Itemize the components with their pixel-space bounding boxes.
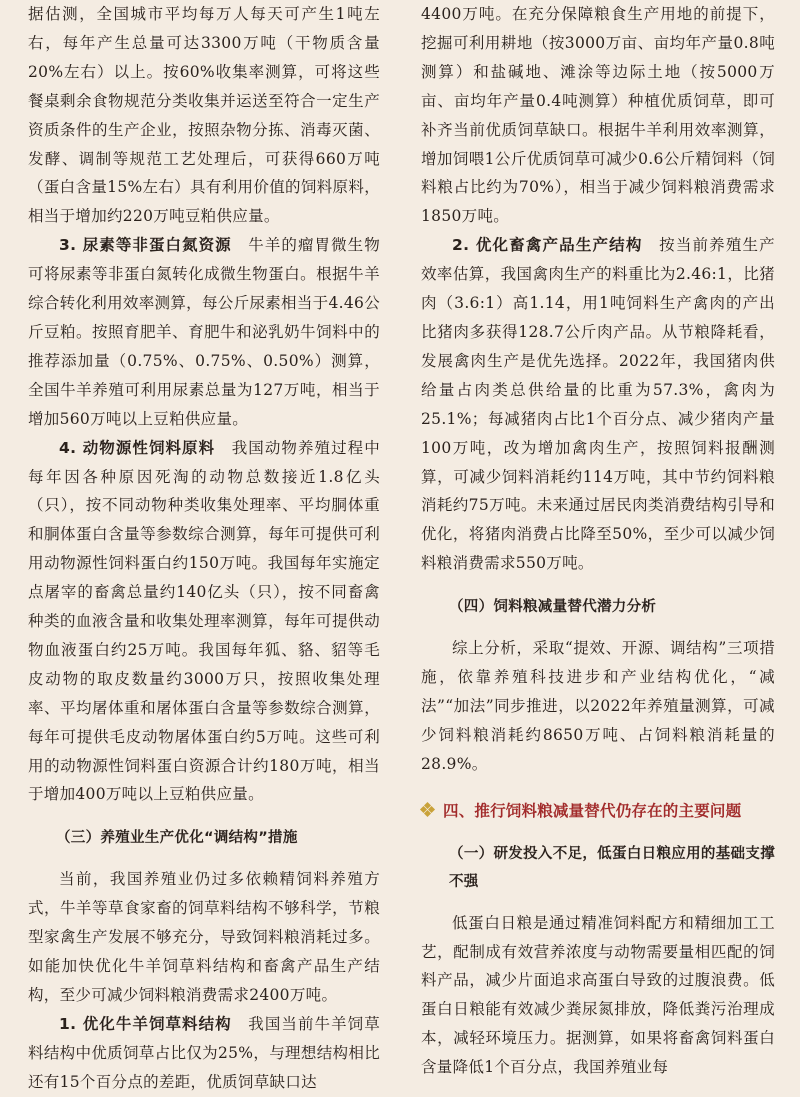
paragraph-low-protein-diet: 低蛋白日粮是通过精准饲料配方和精细加工工艺，配制成有效营养浓度与动物需要量相匹配的饲料产品，减少片面追求高蛋白导致的过腹浪费。低蛋白日粮能有效减少粪尿氮排放，降低粪污治理成本，减轻环境压力。据测算，如果将畜禽饲料蛋白含量降低1个百分点，我国养殖业每 xyxy=(421,913,775,1077)
body-animal-source: 我国动物养殖过程中每年因各种原因死淘的动物总数接近1.8亿头（只），按不同动物种类收集处理率、平均胴体重和胴体蛋白含量等参数综合测算，每年可提供可利用动物源性饲料蛋白约150万吨。我国每年实施定点屠宰的畜禽总量约140亿头（只），按不同畜禽种类的血液含量和收集处理率测算，每年可提供动物血液蛋白约25万吨。我国每年狐、貉、貂等毛皮动物的取皮数量约3000万只，按照收集处理率、平均屠体重和屠体蛋白含量等参数综合测算，每年可提供毛皮动物屠体蛋白约5万吨。这些可利用的动物源性饲料蛋白资源合计约180万吨，相当于增加400万吨以上豆粕供应量。 xyxy=(28,438,380,804)
diamond-bullet-icon xyxy=(421,803,435,817)
paragraph-animal-source xyxy=(28,434,380,810)
lead-forage-structure: 1. 优化牛羊饲草料结构 xyxy=(59,1014,232,1033)
body-urea: 牛羊的瘤胃微生物可将尿素等非蛋白氮转化成微生物蛋白。根据牛羊综合转化利用效率测算，每公斤尿素相当于4.46公斤豆粕。按照育肥羊、育肥牛和泌乳奶牛饲料中的推荐添加量（0.75%、0.75%、0.50%）测算，全国牛羊养殖可利用尿素总量为127万吨，相当于增加560万吨以上豆粕供应量。 xyxy=(28,236,380,428)
lead-livestock-structure: 2. 优化畜禽产品生产结构 xyxy=(452,236,643,255)
lead-urea: 3. 尿素等非蛋白氮资源 xyxy=(59,236,232,255)
paragraph-forage-structure xyxy=(28,1010,380,1097)
section-heading-problems xyxy=(421,797,775,825)
body-livestock-structure: 按当前养殖生产效率估算，我国禽肉生产的料重比为2.46:1，比猪肉（3.6:1）高1.14，用1吨饲料生产禽肉的产出比猪肉多获得128.7公斤肉产品。从节粮降耗看，发展禽肉生产是优先选择。2022年，我国猪肉供给量占肉类总供给量的比重为57.3%，禽肉为25.1%；每减猪肉占比1个百分点、减少猪肉产量100万吨，改为增加禽肉生产，按照饲料报酬测算，可减少饲料消耗约114万吨，其中节约饲料粮消耗约75万吨。未来通过居民肉类消费结构引导和优化，将猪肉消费占比降至50%，至少可以减少饲料粮消费需求550万吨。 xyxy=(421,236,775,573)
left-column xyxy=(28,0,380,1097)
paragraph-urea xyxy=(28,231,380,433)
subheading-structure-adjust: （三）养殖业生产优化“调结构”措施 xyxy=(56,830,298,847)
section-heading-text: 四、推行饲料粮减量替代仍存在的主要问题 xyxy=(443,801,742,820)
paragraph-kitchen-waste: 据估测，全国城市平均每万人每天可产生1吨左右，每年产生总量可达3300万吨（干物质含量20%左右）以上。按60%收集率测算，可将这些餐桌剩余食物规范分类收集并运送至符合一定生产资质条件的生产企业，按照杂物分拣、消毒灭菌、发酵、调制等规范工艺处理后，可获得660万吨（蛋白含量15%左右）具有利用价值的饲料原料，相当于增加约220万吨豆粕供应量。 xyxy=(28,5,380,226)
paragraph-forage-continued: 4400万吨。在充分保障粮食生产用地的前提下，挖掘可利用耕地（按3000万亩、亩均年产量0.8吨测算）和盐碱地、滩涂等边际土地（按5000万亩、亩均年产量0.4吨测算）种植优质饲草，即可补齐当前优质饲草缺口。根据牛羊利用效率测算，增加饲喂1公斤优质饲草可减少0.6公斤精饲料（饲料粮占比约为70%），相当于减少饲料粮消费需求1850万吨。 xyxy=(421,5,775,226)
lead-animal-source: 4. 动物源性饲料原料 xyxy=(59,438,216,457)
paragraph-summary: 综上分析，采取“提效、开源、调结构”三项措施，依靠养殖科技进步和产业结构优化，“减法”“加法”同步推进，以2022年养殖量测算，可减少饲料粮消耗约8650万吨、占饲料粮消耗量的28.9%。 xyxy=(421,639,775,773)
paragraph-livestock-structure xyxy=(421,231,775,578)
subheading-potential-analysis: （四）饲料粮减量替代潜力分析 xyxy=(449,599,657,616)
right-column xyxy=(421,0,775,1082)
body-forage-structure: 我国当前牛羊饲草料结构中优质饲草占比仅为25%，与理想结构相比还有15个百分点的差距，优质饲草缺口达 xyxy=(28,1014,380,1091)
subheading-rd-investment: （一）研发投入不足，低蛋白日粮应用的基础支撑不强 xyxy=(449,845,775,890)
paragraph-structure-intro: 当前，我国养殖业仍过多依赖精饲料养殖方式，牛羊等草食家畜的饲草料结构不够科学，节粮型家禽生产发展不够充分，导致饲料粮消耗过多。如能加快优化牛羊饲草料结构和畜禽产品生产结构，至少可减少饲料粮消费需求2400万吨。 xyxy=(28,870,380,1004)
